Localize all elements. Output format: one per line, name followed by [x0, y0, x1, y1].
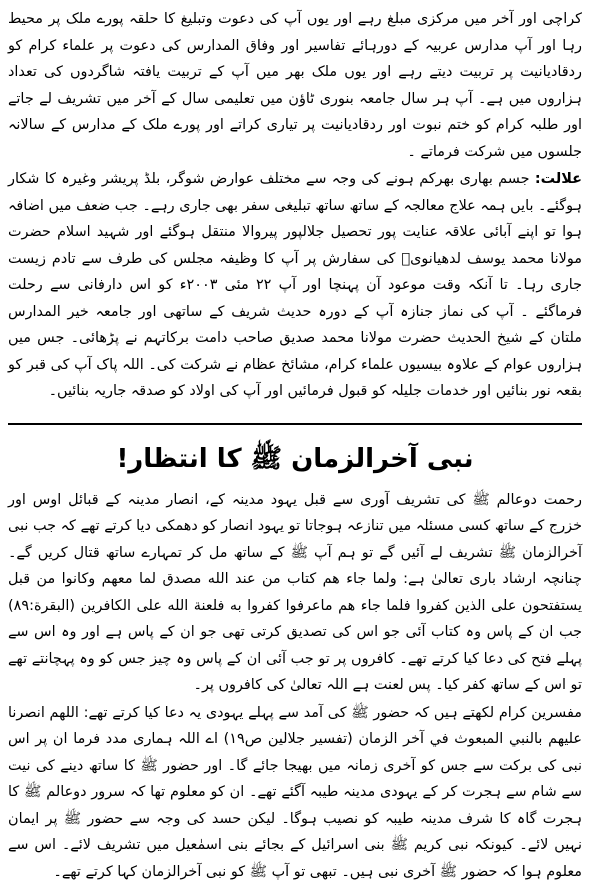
- illness-text: جسم بھاری بھرکم ہونے کی وجہ سے مختلف عوارض شوگر، بلڈ پریشر وغیرہ کا شکار ہوگئے۔ بایں ہمہ علاج معالجہ کے ساتھ ساتھ تبلیغی سفر بھی جاری رہے۔ جب ضعف میں اضافہ ہوا تو اپنے آبائی علاقہ عنایت پور تحصیل جلالپور پیروالا منتقل ہوگئے اور شہید اسلام حضرت مولانا محمد یوسف لدھیانویؒ کی سفارش پر آپ کا وظیفہ مجلس کی طرف سے تادم زیست جاری رہا۔ تا آنکہ وقت موعود آن پہنچا اور آپ ۲۲ مئی ۲۰۰۳ء کو اس دارفانی سے رحلت فرماگئے ۔ آپ کی نماز جنازہ آپ کے دورہ حدیث شریف کے ساتھی اور جامعہ خیر المدارس ملتان کے شیخ الحدیث حضرت مولانا محمد صدیق صاحب دامت برکاتہم نے پڑھائی۔ جس میں ہزاروں عوام کے علاوہ بیسیوں علماء کرام، مشائخ عظام نے شرکت کی۔ اللہ پاک آپ کی قبر کو بقعہ نور بنائیں اور خدمات جلیلہ کو قبول فرمائیں اور آپ کی اولاد کو صدقہ جاریہ بنائیں۔: [8, 171, 583, 399]
- tafsir-reference: (تفسير جلالين ص١٩): [223, 731, 353, 747]
- quran-reference: (البقرة:٨٩): [8, 597, 76, 614]
- quran-quote: ولما جاء هم كتاب من عند الله مصدق لما معهم وكانوا من قبل يستفتحون على الذين كفروا فلما جاء هم ماعرفوا كفروا به فلعنة الله على الكافرين: [8, 571, 583, 614]
- section-divider: [8, 409, 582, 437]
- section-heading: نبی آخرالزمان ﷺ کا انتظار!: [116, 443, 474, 474]
- body-paragraph-1: [8, 487, 582, 699]
- body-text-1: رحمت دوعالم ﷺ کی تشریف آوری سے قبل یہود مدینہ کے، انصار مدینہ کے قبائل اوس اور خزرج کے ساتھ کسی مسئلہ میں تنازعہ ہوجاتا تو یہود انصار کو دھمکی دیا کرتے تھے کہ جب نبی آخرالزمان ﷺ تشریف لے آئیں گے تو ہم آپ ﷺ کے ساتھ مل کر تمہارے ساتھ قتال کریں گے۔ چنانچہ ارشاد باری تعالیٰ ہے:: [8, 491, 582, 587]
- body-paragraph-2: [8, 700, 582, 886]
- body-text-4: اے اللہ ہماری مدد فرما ان پر اس نبی کی برکت سے جس کو آخری زمانہ میں بھیجا جائے گا۔ اور حضور ﷺ کا ساتھ دینے کی نیت سے شام سے ہجرت کر کے یہودی مدینہ طیبہ آگئے تھے۔ ان کو معلوم تھا کہ سرور دوعالم ﷺ کا ہجرت گاہ کا شرف مدینہ طیبہ کو نصیب ہوگا۔ لیکن حسد کی وجہ سے حضور ﷺ پر ایمان نہیں لائے۔ کیونکہ نبی کریم ﷺ بنی اسرائیل کے بجائے بنی اسمٰعیل میں تشریف لائے۔ اس سے معلوم ہوا کہ حضور ﷺ آخری نبی ہیں۔ تبھی تو آپ ﷺ کو نبی آخرالزمان کہا کرتے تھے۔: [8, 731, 582, 880]
- dua-quote: اللهم انصرنا عليهم بالنبي المبعوث في آخر الزمان: [8, 704, 583, 747]
- paragraph-illness: [8, 166, 582, 405]
- body-text-3: مفسرین کرام لکھتے ہیں کہ حضور ﷺ کی آمد سے پہلے یہودی یہ دعا کیا کرتے تھے:: [83, 704, 582, 721]
- translation-text: جب ان کے پاس وہ کتاب آئی جو اس کی تصدیق کرتی تھی جو ان کے پاس ہے اور وہ اس سے پہلے فتح کی دعا کیا کرتے تھے۔ کافروں پر تو جب آئی ان کے پاس وہ چیز جس کو وہ پہچانتے تھے تو اس کے ساتھ کفر کیا۔ پس لعنت ہے اللہ تعالیٰ کی کافروں پر۔: [8, 624, 582, 693]
- paragraph-madaris: کراچی اور آخر میں مرکزی مبلغ رہے اور یوں آپ کی دعوت وتبلیغ کا حلقہ پورے ملک پر محیط رہا اور آپ مدارس عربیہ کے دورہائے تفاسیر اور وفاق المدارس کی دعوت پر علماء کرام کو ردقادیانیت پر تربیت دیتے رہے اور یوں ملک بھر میں آپ کے تربیت یافتہ شاگردوں کی تعداد ہزاروں میں ہے۔ آپ ہر سال جامعہ بنوری ٹاؤن میں تعلیمی سال کے آخر میں تشریف لے جاتے اور طلبہ کرام کو ختم نبوت اور ردقادیانیت پر تیاری کراتے اور پورے ملک کے مدارس کے سالانہ جلسوں میں شرکت فرماتے ۔: [8, 11, 582, 160]
- illness-label: علالت:: [534, 171, 582, 187]
